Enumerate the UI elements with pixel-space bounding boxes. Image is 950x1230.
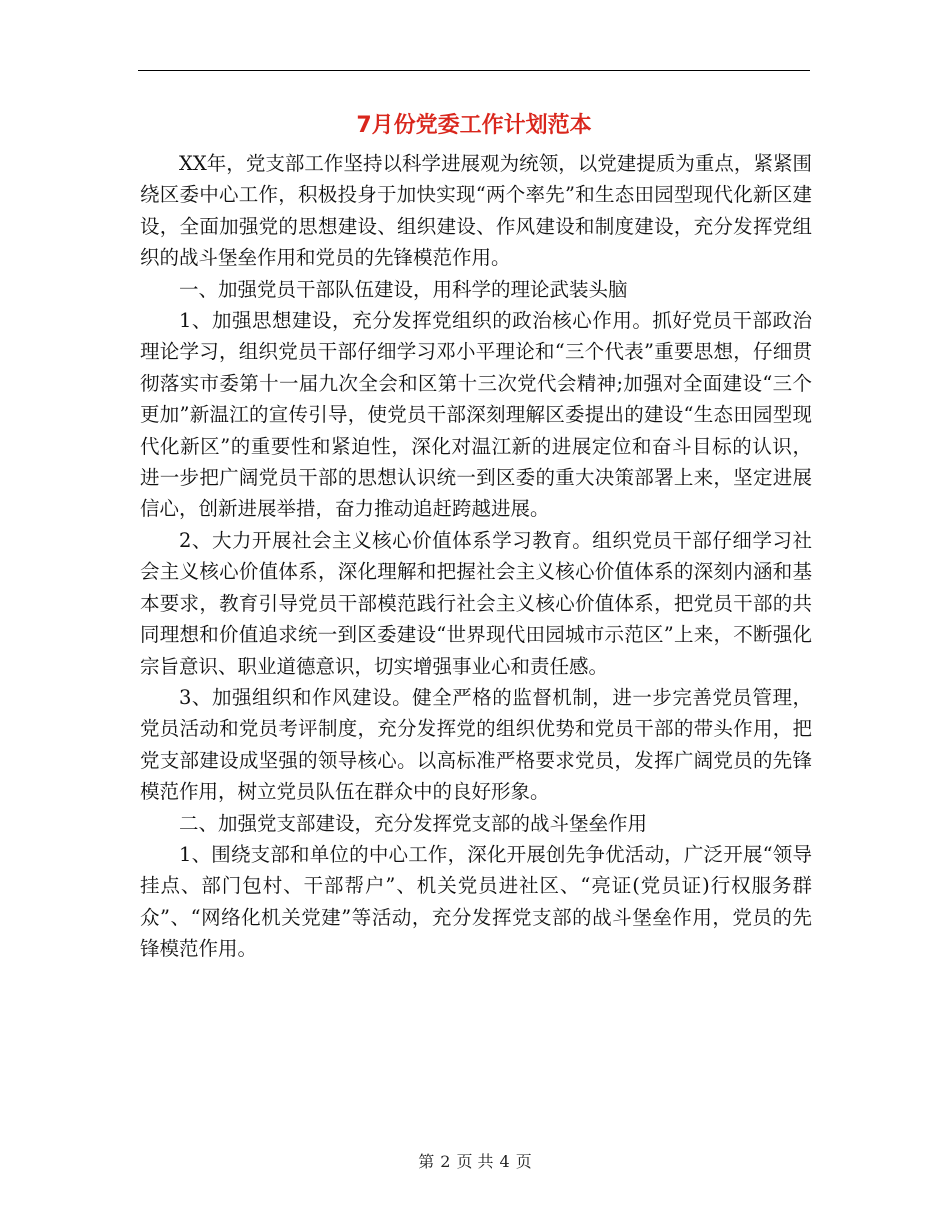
- paragraph-1-1: 1、加强思想建设，充分发挥党组织的政治核心作用。抓好党员干部政治理论学习，组织党员干部仔细学习邓小平理论和“三个代表”重要思想，仔细贯彻落实市委第十一届九次全会和区第十三次党代会精神;加强对全面建设“三个更加”新温江的宣传引导，使党员干部深刻理解区委提出的建设“生态田园型现代化新区”的重要性和紧迫性，深化对温江新的进展定位和奋斗目标的认识，进一步把广阔党员干部的思想认识统一到区委的重大决策部署上来，坚定进展信心，创新进展举措，奋力推动追赶跨越进展。: [140, 309, 812, 521]
- section-heading-2: 二、加强党支部建设，充分发挥党支部的战斗堡垒作用: [179, 811, 648, 835]
- section-heading-1: 一、加强党员干部队伍建设，用科学的理论武装头脑: [179, 277, 628, 301]
- paragraph-1-3: 3、加强组织和作风建设。健全严格的监督机制，进一步完善党员管理，党员活动和党员考评制度，充分发挥党的组织优势和党员干部的带头作用，把党支部建设成坚强的领导核心。以高标准严格要求党员，发挥广阔党员的先锋模范作用，树立党员队伍在群众中的良好形象。: [140, 685, 812, 804]
- document-title: 7月份党委工作计划范本: [356, 113, 592, 138]
- page-footer: [0, 1150, 950, 1174]
- paragraph-2-1: 1、围绕支部和单位的中心工作，深化开展创先争优活动，广泛开展“领导挂点、部门包村、干部帮户”、机关党员进社区、“亮证(党员证)行权服务群众”、“网络化机关党建”等活动，充分发挥党支部的战斗堡垒作用，党员的先锋模范作用。: [140, 842, 812, 961]
- footer-total-pages: 4: [499, 1152, 510, 1171]
- footer-current-page: 2: [440, 1152, 451, 1171]
- footer-middle: 页 共: [456, 1152, 494, 1171]
- footer-suffix: 页: [515, 1152, 532, 1171]
- paragraph-1-2: 2、大力开展社会主义核心价值体系学习教育。组织党员干部仔细学习社会主义核心价值体系，深化理解和把握社会主义核心价值体系的深刻内涵和基本要求，教育引导党员干部模范践行社会主义核心价值体系，把党员干部的共同理想和价值追求统一到区委建设“世界现代田园城市示范区”上来，不断强化宗旨意识、职业道德意识，切实增强事业心和责任感。: [140, 528, 812, 678]
- header-rule: [138, 70, 810, 71]
- paragraph-intro: XX年，党支部工作坚持以科学进展观为统领，以党建提质为重点，紧紧围绕区委中心工作，积极投身于加快实现“两个率先”和生态田园型现代化新区建设，全面加强党的思想建设、组织建设、作风建设和制度建设，充分发挥党组织的战斗堡垒作用和党员的先锋模范作用。: [140, 152, 812, 270]
- footer-prefix: 第: [418, 1152, 435, 1171]
- document-body: [140, 148, 812, 965]
